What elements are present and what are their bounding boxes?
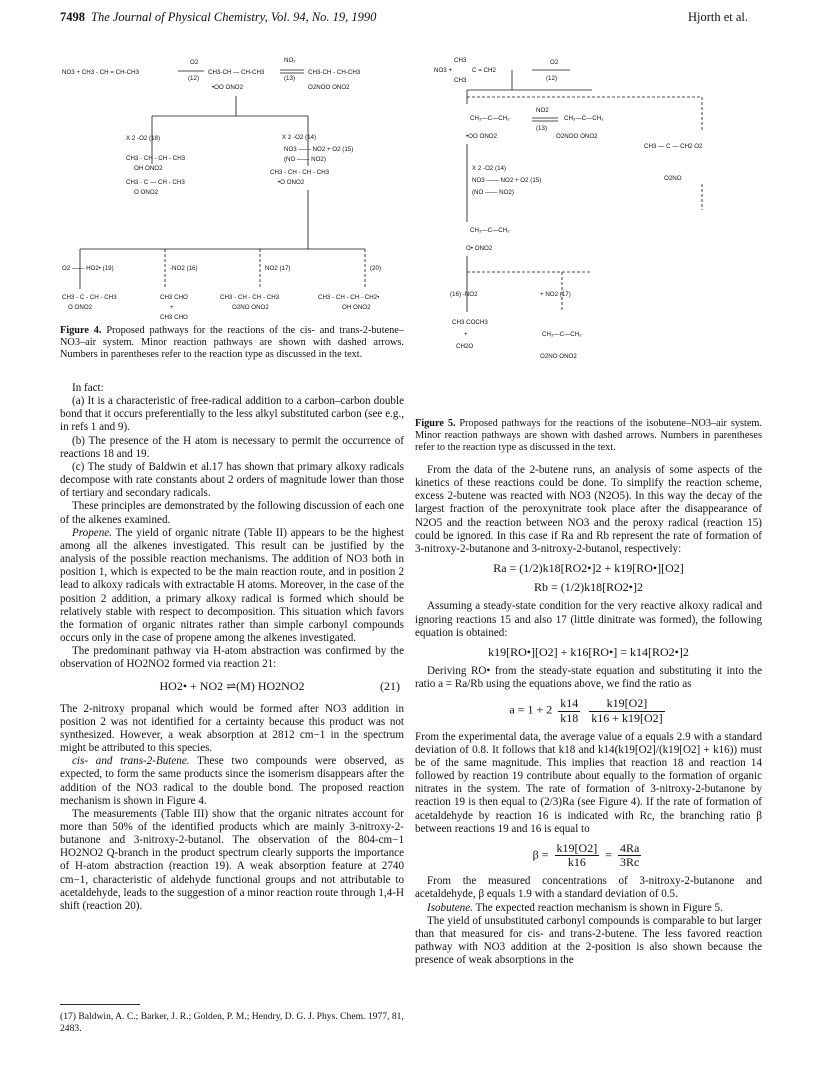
f5-b17: + NO2 (17)	[540, 291, 571, 298]
right-p1: From the data of the 2-butene runs, an analysis of some aspects of the kinetics of these reactions could be done. To simplify the reaction scheme, excess 2-butene was reacted with NO3 (N2O5). In this way the decay of the largest fraction of the peroxynitrate took place after the disappearance of N2O5 and the reaction between NO3 and the peroxy radical (reaction 15) could be ignored. In this case if Ra and Rb represent the rate of formation of 3-nitroxy-2-butanone and 3-nitroxy-2-butanol, respectively:	[415, 464, 762, 555]
eq-b-f1-den: k16	[567, 855, 586, 870]
equation-21	[60, 680, 404, 693]
f5-side: CH3 — C — CH2 O2	[644, 143, 703, 150]
f4-b19: O2 —— HO2• (19)	[62, 265, 114, 272]
eq-b-frac2	[618, 842, 641, 869]
f4-b20: (20)	[370, 265, 382, 272]
figure4-caption-text: Proposed pathways for the reactions of the cis- and trans-2-butene–NO3–air system. Minor reaction pathways are shown with dashed arrows. Numbers in parentheses refer to the reaction type as discussed in the text.	[60, 325, 405, 361]
equation-21-number: (21)	[380, 679, 400, 694]
f4-int2-sub: O2NOO ONO2	[308, 84, 350, 91]
left-p9	[60, 755, 404, 808]
f4-p17: CH3 - CH - CH - CH3	[220, 294, 280, 301]
eq-a-left: a = 1 + 2	[509, 702, 553, 717]
eq-a-f1-num: k14	[560, 696, 579, 711]
f4-alkoxy: CH3 - CH - CH - CH3	[270, 169, 330, 176]
journal-title: The Journal of Physical Chemistry, Vol. 94, No. 19, 1990	[91, 10, 377, 24]
f4-int1-sub: •OO ONO2	[212, 84, 244, 91]
f4-x2-18: X 2 -O2 (18)	[126, 135, 161, 142]
f4-alkoxy-sub: •O ONO2	[278, 179, 305, 186]
f5-no-no2: (NO —— NO2)	[472, 189, 514, 196]
eq-a-f2-num: k19[O2]	[589, 697, 664, 711]
right-p3: Deriving RO• from the steady-state equation and substituting it into the ratio a = Ra/Rb using the equations above, we find the ratio as	[415, 665, 762, 691]
left-p1: In fact:	[72, 382, 104, 394]
f4-p20: CH3 - CH - CH - CH2•	[318, 294, 380, 301]
f5-no3: NO3 +	[434, 67, 453, 74]
isobutene-text: The expected reaction mechanism is shown in Figure 5.	[475, 901, 723, 914]
equation-ra: Ra = (1/2)k18[RO2•]2 + k19[RO•][O2]	[493, 561, 684, 576]
f4-b16: -NO2 (16)	[170, 265, 198, 272]
f4-p19: CH3 - C - CH - CH3	[62, 294, 117, 301]
figure5-caption	[415, 418, 762, 455]
f5-side-sub: O2NO	[664, 175, 682, 182]
f5-ceq: C = CH2	[472, 67, 496, 74]
f5-dinitrate: CH₃—C—CH₂	[542, 331, 582, 338]
f5-peroxy-sub2: O2NOO ONO2	[556, 133, 598, 140]
f4-x2-14: X 2 -O2 (14)	[282, 134, 317, 141]
running-header	[60, 10, 376, 25]
right-p4: From the experimental data, the average value of a equals 2.9 with a standard deviation of 0.8. It follows that k18 and k14(k19[O2]/(k19[O2] + k16)) must be of the same magnitude. This implies that reaction 18 and reaction 14 followed by reaction 19 contribute about equally to the formation of organic nitrates in the system. The rate of formation of 3-nitroxy-2-butanone by reaction 19 is then equal to (2/3)Ra (see Figure 4). If the rate of formation of acetaldehyde by reaction 16 is indicated with Rc, the branching ratio β between reactions 19 and 16 is equal to	[415, 730, 762, 835]
f4-prod18a-sub: OH ONO2	[134, 165, 163, 172]
figure4-label: Figure 4.	[60, 325, 102, 336]
butene-text: These two compounds were observed, as expected, to form the same products since the isomerism disappears after the addition of the NO3 radical to the double bond. The proposed reaction mechanism is shown in Figure 4.	[60, 755, 404, 807]
f4-no-no2: (NO —— NO2)	[284, 156, 326, 163]
authors: Hjorth et al.	[687, 10, 748, 24]
f5-b16: (16) -NO2	[450, 291, 478, 298]
equation-a	[415, 697, 762, 724]
right-p2: Assuming a steady-state condition for the very reactive alkoxy radical and ignoring reactions 15 and also 17 (little dinitrate was formed), the following equation is obtained:	[415, 600, 762, 639]
figure4-scheme	[60, 44, 405, 322]
f4-reactant: NO3 + CH3 - CH = CH-CH3	[62, 69, 140, 76]
f4-prod18a: CH3 - CH - CH - CH3	[126, 155, 186, 162]
f5-ch3b: CH3	[454, 77, 467, 84]
left-p2: (a) It is a characteristic of free-radical addition to a carbon–carbon double bond that it occurs preferentially to the less alkyl substituted carbon (see e.g., in refs 1 and 9).	[60, 395, 404, 434]
eq-b-equals: =	[605, 847, 612, 862]
equation-21-body: HO2• + NO2 ⇌(M) HO2NO2	[159, 679, 305, 694]
f4-b17: NO2 (17)	[265, 265, 291, 272]
f4-p20-sub: OH ONO2	[342, 304, 371, 311]
figure5-scheme	[432, 52, 762, 412]
right-p7: The yield of unsubstituted carbonyl compounds is comparable to but larger than that measured for cis- and trans-2-butene. The less favored reaction pathway with NO3 addition at the 2-position is also shown because the presence of weak absorptions in the	[415, 914, 762, 967]
f4-r13: (13)	[284, 75, 296, 82]
f4-o2: O2	[190, 59, 199, 66]
f4-r12: (12)	[188, 75, 200, 82]
f4-prod18b: CH3 - C — CH - CH3	[126, 179, 185, 186]
f5-alkoxy: CH₃—C—CH₂	[470, 227, 510, 234]
f5-no3-15: NO3 —— NO2 + O2 (15)	[472, 177, 542, 184]
left-p8: The 2-nitroxy propanal which would be formed after NO3 addition in position 2 was not identified for a certainty because this product was not synthesized. However, a weak absorption at 2812 cm−1 in the spectrum might be attributed to this species.	[60, 702, 404, 755]
f4-p16b: CH3 CHO	[160, 314, 188, 321]
equation-steady-state: k19[RO•][O2] + k16[RO•] = k14[RO2•]2	[488, 644, 689, 659]
f5-dinitrate-sub: O2NO ONO2	[540, 353, 577, 360]
eq-a-frac1	[558, 697, 580, 724]
left-p10: The measurements (Table III) show that the organic nitrates account for more than 50% of the identified products which are mainly 3-nitroxy-2-butanone and 3-nitroxy-2-butanol. The observation of the 804-cm−1 HO2NO2 Q-branch in the product spectrum clearly supports the importance of H-atom abstraction (reaction 19). A weak absorption feature at 2740 cm−1, characteristic of aldehyde functional groups and not attributable to acetaldehyde, leads to the suggestion of a minor reaction route through 1,4-H shift (reaction 20).	[60, 807, 404, 912]
f4-int1: CH3-CH — CH-CH3	[208, 69, 265, 76]
propene-text: The yield of organic nitrate (Table II) appears to be the highest among all the alkenes investigated. This result can be justified by the analysis of the possible reaction mechanisms. The addition of NO3 both in position 1, which is expected to be the main reaction route, and in position 2 lead to alkoxy radicals with extractable H atoms. Moreover, in the case of the position 2 addition, a primary alkoxy radical is formed which should be relatively stable with respect to decomposition. This situation which favors the formation of organic nitrates rather than simple carbonyl compounds occurs only in the case of propene among the alkenes investigated.	[60, 526, 404, 644]
equation-beta	[415, 842, 762, 869]
butene-heading: cis- and trans-2-Butene.	[72, 755, 190, 768]
right-column	[415, 464, 762, 967]
f4-no3-15: NO3 —— NO2 + O2 (15)	[284, 146, 354, 153]
eq-b-f2-den: 3Rc	[619, 855, 640, 870]
isobutene-heading: Isobutene.	[427, 901, 473, 914]
left-p3: (b) The presence of the H atom is necessary to permit the occurrence of reactions 18 and 19.	[60, 434, 404, 460]
f5-r13: (13)	[536, 125, 548, 132]
eq-b-frac1	[555, 842, 600, 869]
left-p7: The predominant pathway via H-atom abstraction was confirmed by the observation of HO2NO2 formed via reaction 21:	[60, 645, 404, 671]
figure5-label: Figure 5.	[415, 418, 456, 429]
f4-p16: CH3 CHO	[160, 294, 188, 301]
f4-p19-sub: O ONO2	[68, 304, 93, 311]
page-number: 7498	[60, 10, 85, 24]
footnote: (17) Baldwin, A. C.; Barker, J. R.; Golden, P. M.; Hendry, D. G. J. Phys. Chem. 1977, 81, 2483.	[60, 1011, 404, 1034]
f5-no2-label: NO2	[536, 107, 549, 114]
f4-prod18b-sub: O ONO2	[134, 189, 159, 196]
left-column	[60, 382, 404, 913]
f5-peroxy-sub1: •OO ONO2	[466, 133, 498, 140]
f5-ch3a: CH3	[454, 57, 467, 64]
figure4-caption	[60, 325, 404, 362]
f5-peroxynitrate: CH₃—C—CH₂	[564, 115, 604, 122]
eq-a-f2-den: k16 + k19[O2]	[591, 710, 663, 725]
eq-a-f1-den: k18	[560, 710, 579, 725]
f5-r12: (12)	[546, 75, 558, 82]
eq-b-left: β =	[532, 847, 549, 862]
f5-x2-14: X 2 -O2 (14)	[472, 165, 507, 172]
eq-b-f1-num: k19[O2]	[556, 840, 598, 855]
f5-ch2o: CH2O	[456, 343, 474, 350]
equation-rb: Rb = (1/2)k18[RO2•]2	[534, 580, 643, 595]
right-p5: From the measured concentrations of 3-nitroxy-2-butanone and acetaldehyde, β equals 1.9 with a standard deviation of 0.5.	[415, 875, 762, 901]
f4-p17-sub: O2NO ONO2	[232, 304, 269, 311]
f4-o2b: NO₂	[284, 57, 296, 64]
left-p4: (c) The study of Baldwin et al.17 has shown that primary alkoxy radicals decompose with rate constants about 2 orders of magnitude lower than those of tertiary and secondary radicals.	[60, 460, 404, 500]
right-p6	[415, 902, 762, 915]
figure5-caption-text: Proposed pathways for the reactions of the isobutene–NO3–air system. Minor reaction pathways are shown with dashed arrows. Numbers in parentheses refer to the reaction type as discussed in the text.	[415, 418, 763, 454]
f5-peroxy: CH₃—C—CH₂	[470, 115, 510, 122]
footnote-rule	[60, 1004, 140, 1005]
f5-alkoxy-sub: O• ONO2	[466, 245, 493, 252]
left-p6	[60, 527, 404, 645]
eq-a-frac2	[589, 697, 664, 724]
f4-p16-plus: +	[170, 304, 174, 311]
propene-heading: Propene.	[72, 526, 112, 539]
f4-int2: CH3-CH - CH-CH3	[308, 69, 361, 76]
f5-plus: +	[464, 331, 468, 338]
left-p5: These principles are demonstrated by the following discussion of each one of the alkenes examined.	[60, 500, 404, 526]
eq-b-f2-num: 4Ra	[619, 840, 640, 855]
f5-acetone: CH3 COCH3	[452, 319, 488, 326]
f5-o2: O2	[550, 59, 559, 66]
